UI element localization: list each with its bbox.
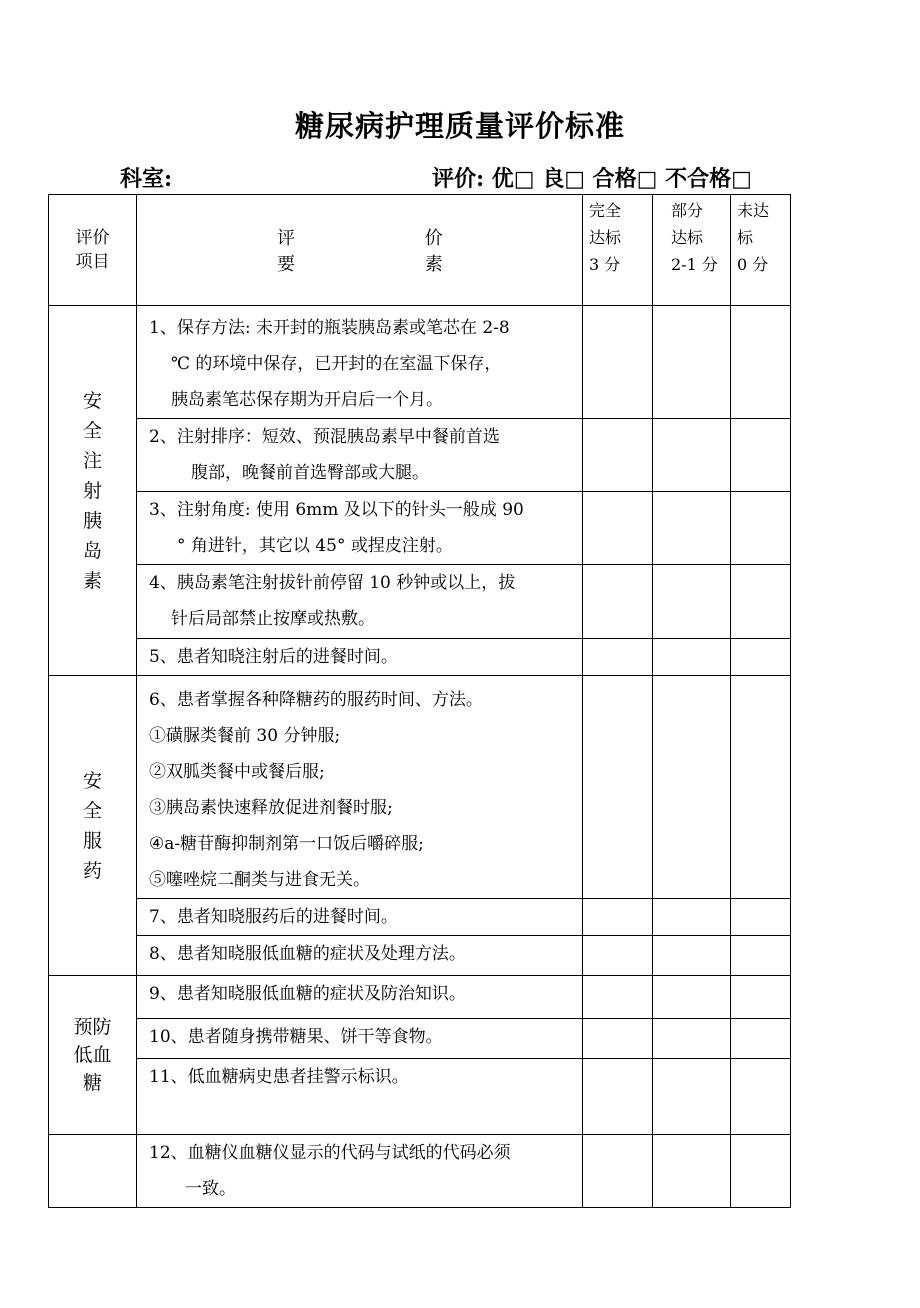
header-partial-line: 部分 [671, 201, 704, 220]
rating-label: 评价: 优□ 良□ 合格□ 不合格□ [432, 166, 752, 192]
score-full-cell[interactable] [583, 1135, 653, 1208]
score-none-cell[interactable] [731, 306, 791, 419]
header-elements: 评 价 要 素 [277, 228, 505, 275]
table-row [49, 936, 791, 976]
score-none-cell[interactable] [731, 565, 791, 639]
score-none-cell[interactable] [731, 1059, 791, 1135]
score-partial-cell[interactable] [653, 1019, 731, 1059]
score-full-cell[interactable] [583, 492, 653, 565]
header-elements-cell [137, 195, 583, 306]
category-cell [49, 1135, 137, 1208]
table-row [49, 419, 791, 492]
table-row [49, 1059, 791, 1135]
header-none-line: 0 分 [737, 255, 769, 274]
table-row [49, 1019, 791, 1059]
criterion-text: 11、低血糖病史患者挂警示标识。 [149, 1067, 409, 1087]
criterion-text: 4、胰岛素笔注射拔针前停留 10 秒钟或以上，拔 [149, 573, 516, 593]
criterion-cell [137, 1059, 583, 1135]
header-item-cell [49, 195, 137, 306]
criterion-text: ②双胍类餐中或餐后服; [149, 762, 325, 782]
score-full-cell[interactable] [583, 565, 653, 639]
criterion-cell [137, 565, 583, 639]
category-char: 低血 [73, 1044, 112, 1066]
score-partial-cell[interactable] [653, 306, 731, 419]
page-title: 糖尿病护理质量评价标准 [294, 109, 625, 143]
criterion-cell [137, 419, 583, 492]
score-none-cell[interactable] [731, 936, 791, 976]
criterion-text: ③胰岛素快速释放促进剂餐时服; [149, 798, 393, 818]
evaluation-table [48, 194, 791, 1208]
score-full-cell[interactable] [583, 936, 653, 976]
criterion-text: 2、注射排序：短效、预混胰岛素早中餐前首选 [149, 427, 500, 447]
category-cell [49, 976, 137, 1135]
header-full-line: 完全 [589, 201, 622, 220]
criterion-cell [137, 1019, 583, 1059]
criterion-text: 7、患者知晓服药后的进餐时间。 [149, 907, 398, 927]
score-none-cell[interactable] [731, 676, 791, 899]
category-cell [49, 676, 137, 976]
criterion-text: ℃ 的环境中保存，已开封的在室温下保存， [171, 354, 502, 374]
criterion-cell [137, 976, 583, 1019]
table-row [49, 639, 791, 676]
category-char: 射 [82, 479, 102, 502]
category-char: 糖 [82, 1072, 102, 1094]
criterion-text: ⑤噻唑烷二酮类与进食无关。 [149, 870, 370, 890]
score-none-cell[interactable] [731, 419, 791, 492]
category-char: 全 [82, 799, 102, 822]
criterion-cell [137, 1135, 583, 1208]
criterion-cell [137, 676, 583, 899]
score-none-cell[interactable] [731, 1019, 791, 1059]
table-row [49, 565, 791, 639]
criterion-text: 10、患者随身携带糖果、饼干等食物。 [149, 1027, 443, 1047]
score-full-cell[interactable] [583, 1059, 653, 1135]
table-row [49, 1135, 791, 1208]
department-label: 科室: [120, 166, 173, 192]
criterion-text: 12、血糖仪血糖仪显示的代码与试纸的代码必须 [149, 1143, 511, 1163]
criterion-cell [137, 639, 583, 676]
score-partial-cell[interactable] [653, 899, 731, 936]
criterion-text: 胰岛素笔芯保存期为开启后一个月。 [171, 390, 443, 410]
score-full-cell[interactable] [583, 639, 653, 676]
score-partial-cell[interactable] [653, 492, 731, 565]
category-cell [49, 306, 137, 676]
score-full-cell[interactable] [583, 899, 653, 936]
header-none-score [731, 195, 791, 306]
table-header-row [49, 195, 791, 306]
criterion-text: 8、患者知晓服低血糖的症状及处理方法。 [149, 944, 466, 964]
score-partial-cell[interactable] [653, 1135, 731, 1208]
table-row [49, 306, 791, 419]
score-none-cell[interactable] [731, 1135, 791, 1208]
category-char: 药 [82, 859, 102, 882]
criterion-text: ④a-糖苷酶抑制剂第一口饭后嚼碎服; [149, 834, 424, 854]
score-none-cell[interactable] [731, 492, 791, 565]
score-partial-cell[interactable] [653, 1059, 731, 1135]
score-partial-cell[interactable] [653, 676, 731, 899]
criterion-text: 腹部，晚餐前首选臀部或大腿。 [191, 463, 429, 483]
criterion-cell [137, 306, 583, 419]
category-char: 安 [82, 769, 102, 792]
score-partial-cell[interactable] [653, 419, 731, 492]
category-char: 预防 [73, 1016, 112, 1038]
criterion-text: 1、保存方法: 未开封的瓶装胰岛素或笔芯在 2-8 [149, 318, 510, 338]
header-partial-line: 达标 [671, 228, 704, 247]
header-partial-line: 2-1 分 [671, 255, 718, 274]
header-full-line: 达标 [589, 228, 622, 247]
score-partial-cell[interactable] [653, 936, 731, 976]
category-char: 安 [82, 389, 102, 412]
criterion-cell [137, 936, 583, 976]
header-none-line: 标 [737, 228, 754, 247]
table-row [49, 899, 791, 936]
category-char: 岛 [82, 539, 102, 562]
criterion-text: 9、患者知晓服低血糖的症状及防治知识。 [149, 984, 466, 1004]
category-char: 胰 [82, 509, 102, 532]
table-row [49, 492, 791, 565]
header-full-line: 3 分 [589, 255, 621, 274]
score-none-cell[interactable] [731, 976, 791, 1019]
header-none-line: 未达 [737, 201, 770, 220]
criterion-text: 一致。 [185, 1179, 236, 1199]
score-partial-cell[interactable] [653, 565, 731, 639]
score-none-cell[interactable] [731, 639, 791, 676]
score-full-cell[interactable] [583, 976, 653, 1019]
header-partial-score [653, 195, 731, 306]
criterion-cell [137, 899, 583, 936]
category-char: 全 [82, 419, 102, 442]
criterion-text: ° 角进针，其它以 45° 或捏皮注射。 [177, 536, 453, 556]
criterion-cell [137, 492, 583, 565]
score-full-cell[interactable] [583, 1019, 653, 1059]
table-row [49, 676, 791, 899]
score-full-cell[interactable] [583, 676, 653, 899]
score-none-cell[interactable] [731, 899, 791, 936]
score-partial-cell[interactable] [653, 639, 731, 676]
criterion-text: ①磺脲类餐前 30 分钟服; [149, 726, 341, 746]
category-char: 素 [82, 569, 102, 592]
score-full-cell[interactable] [583, 306, 653, 419]
criterion-text: 5、患者知晓注射后的进餐时间。 [149, 647, 398, 667]
header-item-line: 项目 [75, 252, 110, 272]
criterion-text: 3、注射角度: 使用 6mm 及以下的针头一般成 90 [149, 500, 524, 520]
score-full-cell[interactable] [583, 419, 653, 492]
header-full-score [583, 195, 653, 306]
criterion-text: 针后局部禁止按摩或热敷。 [171, 609, 375, 629]
header-item-line: 评价 [75, 228, 110, 248]
criterion-text: 6、患者掌握各种降糖药的服药时间、方法。 [149, 690, 483, 710]
score-partial-cell[interactable] [653, 976, 731, 1019]
category-char: 注 [82, 449, 102, 472]
category-char: 服 [82, 829, 102, 852]
table-row [49, 976, 791, 1019]
